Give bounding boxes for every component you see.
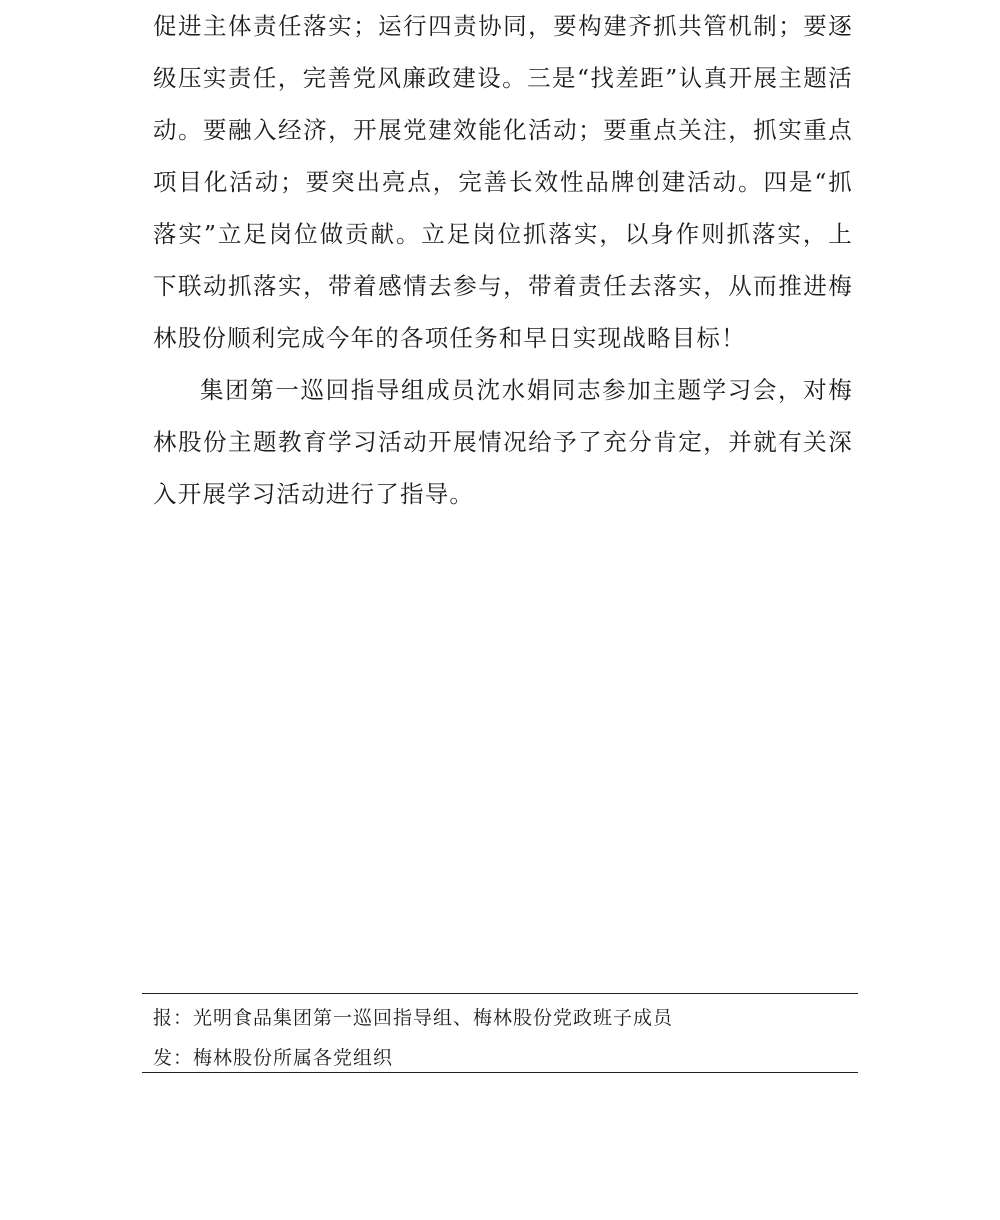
paragraph-inspection-group: 集团第一巡回指导组成员沈水娟同志参加主题学习会，对梅林股份主题教育学习活动开展情况给予了充分肯定，并就有关深入开展学习活动进行了指导。 bbox=[153, 376, 853, 508]
distribution-footer bbox=[142, 993, 858, 1073]
paragraph-continued: 促进主体责任落实；运行四责协同，要构建齐抓共管机制；要逐级压实责任，完善党风廉政建设。三是“找差距”认真开展主题活动。要融入经济，开展党建效能化活动；要重点关注，抓实重点项目化活动；要突出亮点，完善长效性品牌创建活动。四是“抓落实”立足岗位做贡献。立足岗位抓落实，以身作则抓落实，上下联动抓落实，带着感情去参与，带着责任去落实，从而推进梅林股份顺利完成今年的各项任务和早日实现战略目标！ bbox=[153, 12, 853, 352]
document-body bbox=[153, 0, 853, 520]
footer-report-to: 报：光明食品集团第一巡回指导组、梅林股份党政班子成员 bbox=[153, 1007, 674, 1029]
footer-distribute-to: 发：梅林股份所属各党组织 bbox=[153, 1047, 394, 1069]
